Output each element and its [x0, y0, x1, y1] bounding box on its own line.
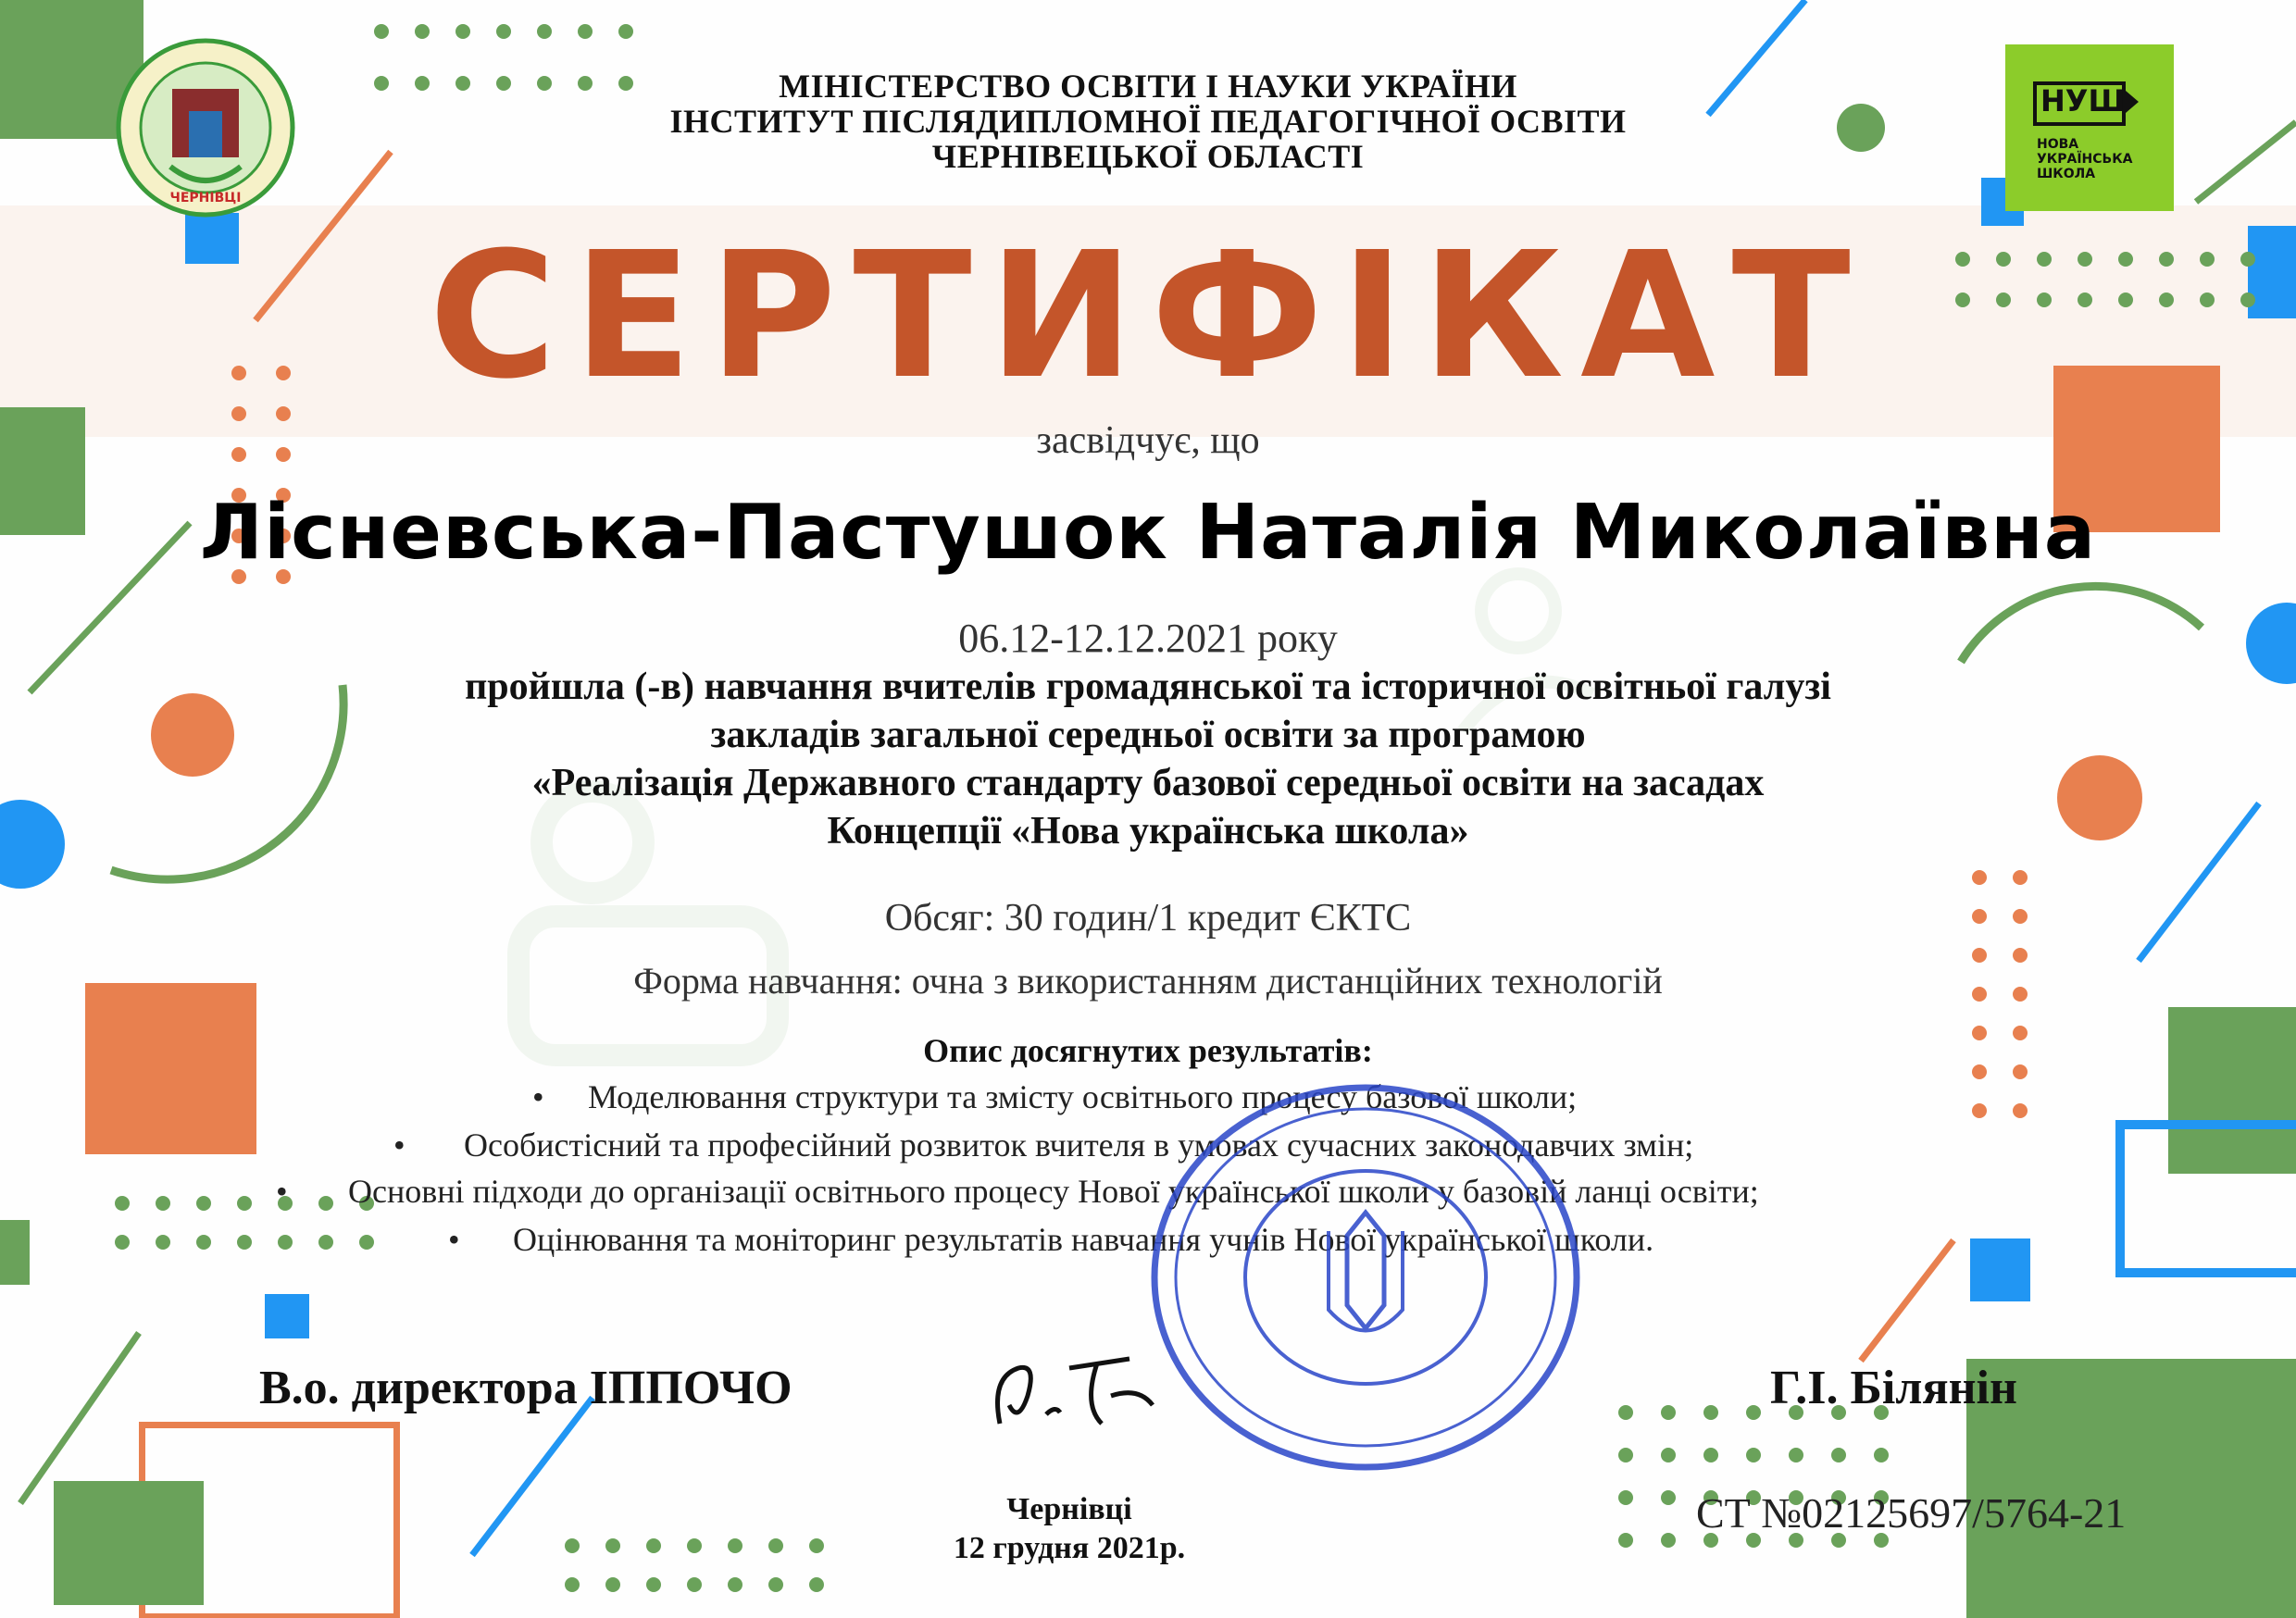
nush-logo-line2: УКРАЇНСЬКА — [2037, 152, 2133, 167]
director-signature — [981, 1340, 1167, 1442]
course-line-4: Концепції «Нова українська школа» — [827, 810, 1469, 853]
official-stamp — [1139, 1074, 1592, 1481]
nush-logo-line1: НОВА — [2037, 137, 2079, 152]
certificate-title: СЕРТИФІКАТ — [429, 215, 1867, 417]
result-item-text: Особистісний та професійний розвиток вчителя в умовах сучасних законодавчих змін; — [464, 1126, 1694, 1164]
bullet-icon: • — [448, 1221, 460, 1258]
recipient-name: Лісневська-Пастушок Наталія Миколаївна — [199, 489, 2097, 577]
orange-line-right — [1861, 1240, 1953, 1361]
trident-icon — [1347, 1213, 1384, 1328]
certificate-number: СТ №02125697/5764-21 — [1696, 1489, 2127, 1537]
nush-logo-line3: ШКОЛА — [2037, 167, 2096, 181]
institute-logo-label: ЧЕРНІВЦІ — [169, 191, 242, 205]
course-line-3: «Реалізація Державного стандарту базової середньої освіти на засадах — [531, 762, 1765, 804]
bullet-icon: • — [276, 1173, 288, 1210]
bullet-icon: • — [393, 1126, 406, 1164]
course-dates: 06.12-12.12.2021 року — [958, 616, 1338, 661]
green-line-bottom-left — [20, 1333, 139, 1503]
header-region: ЧЕРНІВЕЦЬКОЇ ОБЛАСТІ — [931, 138, 1365, 175]
issue-date: 12 грудня 2021р. — [953, 1531, 1186, 1565]
header-ministry: МІНІСТЕРСТВО ОСВІТИ І НАУКИ УКРАЇНИ — [779, 68, 1517, 105]
header-institute: ІНСТИТУТ ПІСЛЯДИПЛОМНОЇ ПЕДАГОГІЧНОЇ ОСВІТИ — [669, 103, 1627, 140]
bullet-icon: • — [532, 1078, 544, 1115]
certifies-text: засвідчує, що — [1036, 419, 1260, 462]
results-title: Опис досягнутих результатів: — [923, 1032, 1373, 1069]
result-item-text: Моделювання структури та змісту освітнього процесу базової школи; — [588, 1078, 1578, 1115]
nush-logo-abbr: НУШ — [2040, 83, 2125, 118]
course-line-1: пройшла (-в) навчання вчителів громадянської та історичної освітньої галузі — [465, 666, 1831, 708]
signatory-name: Г.І. Білянін — [1770, 1362, 2017, 1414]
signatory-position: В.о. директора ІППОЧО — [259, 1362, 792, 1414]
result-item-text: Основні підходи до організації освітнього процесу Нової української школи у базовій ланці освіти; — [348, 1173, 1759, 1210]
issue-city: Чернівці — [1006, 1492, 1132, 1526]
course-volume: Обсяг: 30 годин/1 кредит ЄКТС — [884, 897, 1412, 940]
course-form: Форма навчання: очна з використанням дистанційних технологій — [633, 960, 1663, 1002]
course-line-2: закладів загальної середньої освіти за програмою — [710, 714, 1586, 756]
result-item-text: Оцінювання та моніторинг результатів навчання учнів Нової української школи. — [513, 1221, 1654, 1258]
